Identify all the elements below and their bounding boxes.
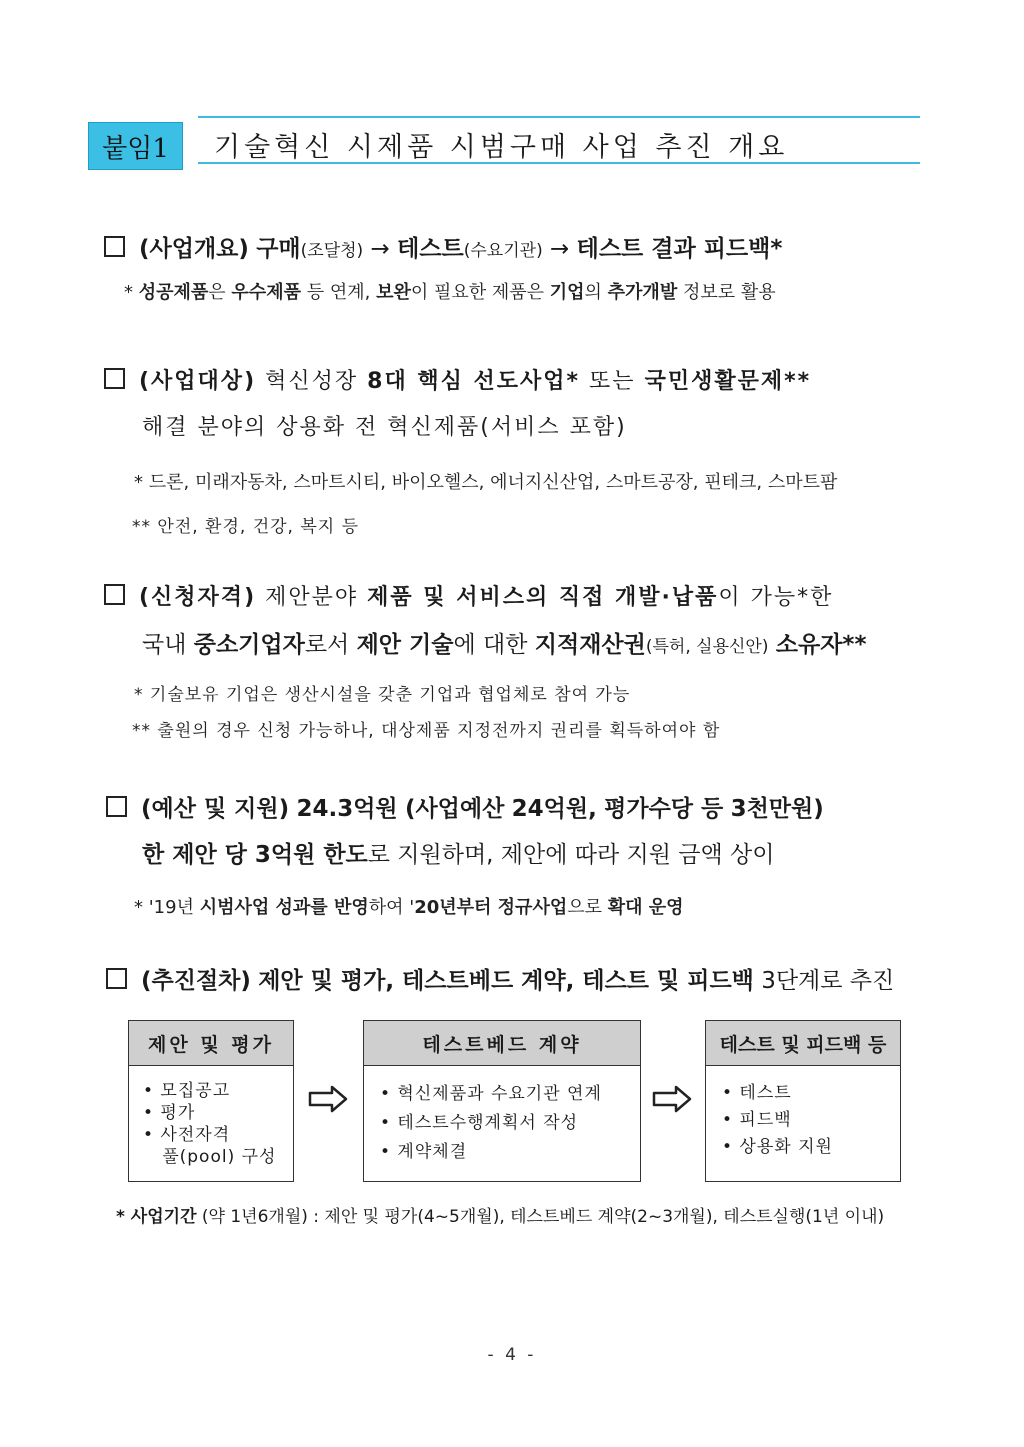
target-text: 또는 bbox=[589, 369, 636, 394]
note-text: 등 연계, bbox=[306, 282, 371, 303]
note-text: 하여 ' bbox=[368, 897, 415, 918]
flow-item: • 사전자격 bbox=[143, 1125, 231, 1145]
eligibility-text: 에 대한 bbox=[453, 632, 528, 658]
eligibility-text: 로서 bbox=[304, 632, 350, 658]
test-text: 테스트 bbox=[397, 236, 464, 262]
section-label: (예산 및 지원) bbox=[141, 796, 290, 822]
eligibility-note-1: * 기술보유 기업은 생산시설을 갖춘 기업과 협업체로 참여 가능 bbox=[134, 685, 631, 705]
attachment-badge: 붙임1 bbox=[88, 122, 183, 170]
section-label: (사업대상) bbox=[139, 369, 257, 394]
budget-bold: 한 제안 당 3억원 한도 bbox=[142, 842, 368, 868]
document-header bbox=[88, 116, 922, 172]
right-arrow-icon bbox=[308, 1085, 348, 1113]
section-eligibility bbox=[104, 580, 833, 611]
flow-item: • 테스트 bbox=[722, 1083, 792, 1103]
section-label: (신청자격) bbox=[139, 585, 257, 610]
budget-bold: 24.3억원 bbox=[296, 796, 398, 822]
section-label: (추진절차) bbox=[141, 968, 251, 994]
right-arrow-icon bbox=[652, 1085, 692, 1113]
note-bold: 성공제품 bbox=[138, 282, 209, 303]
target-bold: 국민생활문제** bbox=[644, 369, 812, 394]
section-procedure bbox=[106, 962, 894, 995]
footnote-bold: * 사업기간 bbox=[116, 1207, 197, 1227]
header-top-rule bbox=[198, 116, 920, 118]
target-note-1: * 드론, 미래자동차, 스마트시티, 바이오헬스, 에너지신산업, 스마트공장, 핀테크, 스마트팜 bbox=[134, 472, 838, 493]
budget-line-2 bbox=[142, 836, 774, 869]
checkbox-square-icon bbox=[104, 368, 125, 389]
section-overview bbox=[104, 230, 782, 263]
eligibility-text: 이 가능*한 bbox=[718, 585, 834, 610]
flow-step-items bbox=[364, 1066, 640, 1167]
page-number: - 4 - bbox=[487, 1345, 537, 1365]
note-bold: 20년부터 정규사업 bbox=[414, 897, 568, 918]
purchase-agency: (조달청) bbox=[300, 241, 364, 261]
target-line-2: 해결 분야의 상용화 전 혁신제품(서비스 포함) bbox=[142, 415, 627, 440]
flow-item: • 계약체결 bbox=[380, 1142, 468, 1162]
note-bold: 시범사업 성과를 반영 bbox=[199, 897, 369, 918]
flow-item: • 혁신제품과 수요기관 연계 bbox=[380, 1084, 602, 1104]
note-text: 이 필요한 제품은 bbox=[410, 282, 545, 303]
section-target bbox=[104, 364, 811, 395]
note-text: 의 bbox=[584, 282, 602, 303]
budget-note bbox=[134, 893, 684, 919]
procedure-text: 3단계로 추진 bbox=[761, 968, 895, 994]
note-bold: 기업 bbox=[549, 282, 585, 303]
flow-step-title: 테스트 및 피드백 등 bbox=[706, 1021, 900, 1066]
note-bold: 확대 운영 bbox=[607, 897, 684, 918]
note-text: 은 bbox=[208, 282, 226, 303]
flow-item: • 테스트수행계획서 작성 bbox=[380, 1113, 579, 1133]
budget-bold: 평가수당 등 bbox=[604, 796, 724, 822]
note-star: * bbox=[124, 282, 133, 303]
document-title: 기술혁신 시제품 시범구매 사업 추진 개요 bbox=[214, 132, 789, 163]
arrow-icon: → bbox=[550, 236, 570, 262]
eligibility-text: 제안분야 bbox=[265, 585, 359, 610]
note-bold: 보완 bbox=[376, 282, 411, 303]
budget-bold: (사업예산 bbox=[404, 796, 505, 822]
flow-item: • 피드백 bbox=[722, 1110, 792, 1130]
flow-step-2 bbox=[363, 1020, 641, 1182]
flow-step-title: 테스트베드 계약 bbox=[364, 1021, 640, 1066]
eligibility-line-2 bbox=[142, 626, 867, 659]
budget-text: 로 지원하며, 제안에 따라 지원 금액 상이 bbox=[367, 842, 775, 868]
note-bold: 추가개발 bbox=[607, 282, 678, 303]
eligibility-bold: 중소기업자 bbox=[193, 632, 305, 658]
target-note-2: ** 안전, 환경, 건강, 복지 등 bbox=[132, 517, 360, 537]
eligibility-text: 국내 bbox=[142, 632, 187, 658]
section-label: (사업개요) bbox=[139, 236, 249, 262]
purchase-text: 구매 bbox=[256, 236, 301, 262]
eligibility-note-2: ** 출원의 경우 신청 가능하나, 대상제품 지정전까지 권리를 획득하여야 함 bbox=[132, 721, 721, 741]
procedure-bold: 제안 및 평가, 테스트베드 계약, 테스트 및 피드백 bbox=[258, 968, 754, 994]
section-budget bbox=[106, 790, 824, 823]
overview-note bbox=[124, 278, 776, 304]
checkbox-square-icon bbox=[104, 236, 125, 257]
eligibility-bold: 제안 기술 bbox=[356, 632, 454, 658]
flow-item: 풀(pool) 구성 bbox=[143, 1147, 277, 1167]
period-footnote bbox=[116, 1202, 884, 1227]
flow-item: • 모집공고 bbox=[143, 1081, 231, 1101]
target-text: 혁신성장 bbox=[265, 369, 359, 394]
note-text: 으로 bbox=[567, 897, 602, 918]
checkbox-square-icon bbox=[106, 968, 127, 989]
flow-step-items bbox=[706, 1066, 900, 1161]
feedback-text: 테스트 결과 피드백* bbox=[576, 236, 783, 262]
budget-bold: 24억원, bbox=[511, 796, 597, 822]
flow-step-1 bbox=[128, 1020, 294, 1182]
footnote-text: (약 1년6개월) : 제안 및 평가(4~5개월), 테스트베드 계약(2~3개월), 테스트실행(1년 이내) bbox=[201, 1207, 885, 1227]
checkbox-square-icon bbox=[106, 796, 127, 817]
eligibility-bold: 제품 및 서비스의 직접 개발·납품 bbox=[367, 585, 719, 610]
eligibility-bold: 지적재산권 bbox=[534, 632, 646, 658]
eligibility-bold: 소유자** bbox=[775, 632, 867, 658]
note-text: 정보로 활용 bbox=[682, 282, 776, 303]
arrow-icon: → bbox=[370, 236, 390, 262]
note-bold: 우수제품 bbox=[231, 282, 301, 303]
flow-step-items bbox=[129, 1066, 293, 1168]
flow-item: • 평가 bbox=[143, 1103, 196, 1123]
eligibility-small: (특허, 실용신안) bbox=[645, 637, 769, 657]
target-bold: 8대 핵심 선도사업* bbox=[367, 369, 581, 394]
note-text: * '19년 bbox=[134, 897, 194, 918]
flow-step-title: 제안 및 평가 bbox=[129, 1021, 293, 1066]
checkbox-square-icon bbox=[104, 584, 125, 605]
flow-item: • 상용화 지원 bbox=[722, 1137, 833, 1157]
test-agency: (수요기관) bbox=[463, 241, 543, 261]
flow-step-3 bbox=[705, 1020, 901, 1182]
budget-bold: 3천만원) bbox=[730, 796, 824, 822]
